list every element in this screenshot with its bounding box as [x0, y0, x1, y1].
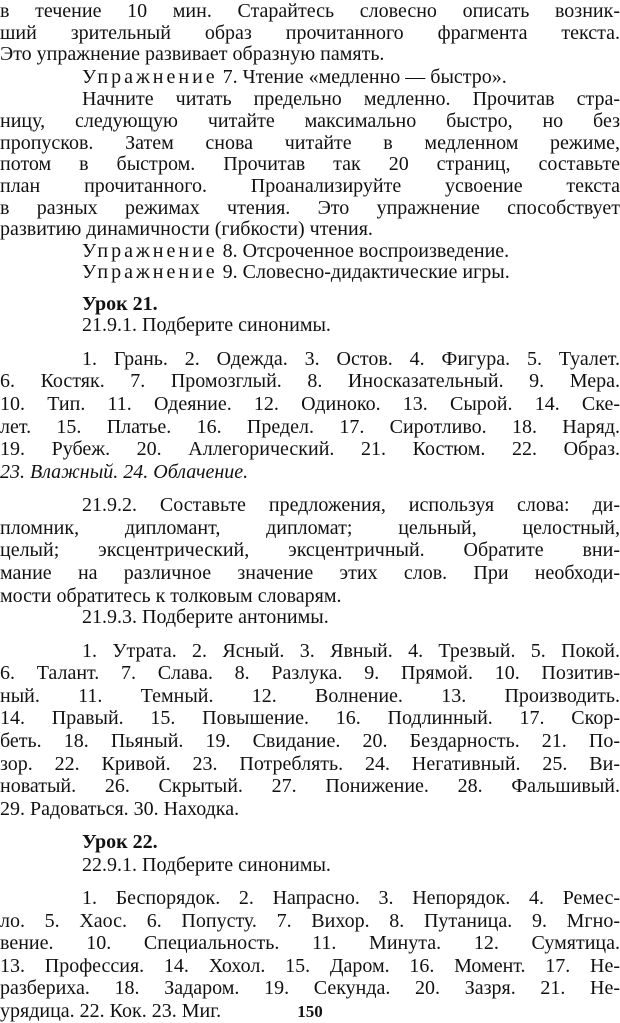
lesson-21-heading: Урок 21. — [82, 292, 158, 315]
list-line: 10. Тип. 11. Одеяние. 12. Одиноко. 13. Сырой. 14. Ске- — [0, 392, 620, 415]
list-line: 14. Правый. 15. Повышение. 16. Подлинный. 17. Скор- — [0, 707, 620, 730]
exercise-label: Упражнение — [82, 239, 218, 262]
list-line: урядица. 22. Кок. 23. Миг. — [0, 1000, 222, 1022]
exercise-8-heading — [0, 240, 620, 263]
list-line: 6. Талант. 7. Слава. 8. Разлука. 9. Прямой. 10. Позитив- — [0, 662, 620, 685]
text-line: план прочитанного. Проанализируйте усвоение текста — [0, 174, 620, 197]
exercise-7-heading — [0, 66, 620, 89]
list-line: зор. 22. Кривой. 23. Потреблять. 24. Негативный. 25. Ви- — [0, 752, 620, 775]
text-line: Начните читать предельно медленно. Прочитав стра- — [82, 88, 620, 111]
exercise-title: 9. Словесно-дидактические игры. — [222, 261, 510, 284]
list-line: 1. Утрата. 2. Ясный. 3. Явный. 4. Трезвый. 5. Покой. — [82, 639, 620, 662]
text-line: пломник, дипломант, дипломат; цельный, целостный, — [0, 516, 620, 539]
list-line: 1. Грань. 2. Одежда. 3. Остов. 4. Фигура. 5. Туалет. — [82, 347, 620, 370]
list-line: вение. 10. Специальность. 11. Минута. 12. Сумятица. — [0, 932, 620, 955]
text-line: целый; эксцентрический, эксцентричный. Обратите вни- — [0, 539, 620, 562]
list-line: 23. Влажный. 24. Облачение. — [0, 460, 249, 483]
exercise-9-heading — [0, 261, 620, 284]
list-line: новатый. 26. Скрытый. 27. Понижение. 28. Фальшивый. — [0, 775, 620, 797]
lesson-21-task-1: 21.9.1. Подберите синонимы. — [82, 314, 331, 337]
text-line: мание на различное значение этих слов. При необходи- — [0, 561, 620, 584]
exercise-label: Упражнение — [82, 261, 218, 284]
list-line: 1. Беспорядок. 2. Напрасно. 3. Непорядок. 4. Ремес- — [82, 887, 620, 909]
text-line: мости обратитесь к толковым словарям. — [0, 584, 342, 607]
list-line: 29. Радоваться. 30. Находка. — [0, 797, 240, 820]
list-line: разбериха. 18. Задаром. 19. Секунда. 20. Зазря. 21. Не- — [0, 977, 620, 1000]
exercise-title: 7. Чтение «медленно — быстро». — [222, 65, 507, 88]
list-line: ло. 5. Хаос. 6. Попусту. 7. Вихор. 8. Путаница. 9. Мгно- — [0, 909, 620, 932]
text-line: в течение 10 мин. Старайтесь словесно описать возник- — [0, 0, 620, 22]
lesson-21-task-3: 21.9.3. Подберите антонимы. — [82, 606, 329, 629]
lesson-22-task-1: 22.9.1. Подберите синонимы. — [82, 853, 331, 876]
page-number: 150 — [297, 1002, 323, 1021]
text-line: пропусков. Затем снова читайте в медленном режиме, — [0, 131, 620, 154]
list-line: лет. 15. Платье. 16. Предел. 17. Сиротливо. 18. Наряд. — [0, 415, 620, 438]
text-line: в разных режимах чтения. Это упражнение способствует — [0, 196, 620, 219]
list-line: беть. 18. Пьяный. 19. Свидание. 20. Бездарность. 21. По- — [0, 729, 620, 752]
list-line: 13. Профессия. 14. Хохол. 15. Даром. 16. Момент. 17. Не- — [0, 954, 620, 977]
exercise-label: Упражнение — [82, 65, 218, 88]
list-line: ный. 11. Темный. 12. Волнение. 13. Производить. — [0, 684, 620, 707]
text-line: развитию динамичности (гибкости) чтения. — [0, 218, 373, 241]
list-line: 19. Рубеж. 20. Аллегорический. 21. Костюм. 22. Образ. — [0, 438, 620, 461]
text-line: ницу, следующую читайте максимально быстро, но без — [0, 110, 620, 132]
list-line: 6. Костяк. 7. Промозглый. 8. Иносказательный. 9. Мера. — [0, 370, 620, 393]
exercise-title: 8. Отсроченное воспроизведение. — [222, 239, 510, 262]
text-line: ший зрительный образ прочитанного фрагмента текста. — [0, 21, 620, 44]
text-line: 21.9.2. Составьте предложения, используя слова: ди- — [82, 494, 620, 517]
text-line: Это упражнение развивает образную память. — [0, 43, 385, 66]
text-line: потом в быстром. Прочитав так 20 страниц, составьте — [0, 153, 620, 176]
lesson-22-heading: Урок 22. — [82, 831, 158, 853]
